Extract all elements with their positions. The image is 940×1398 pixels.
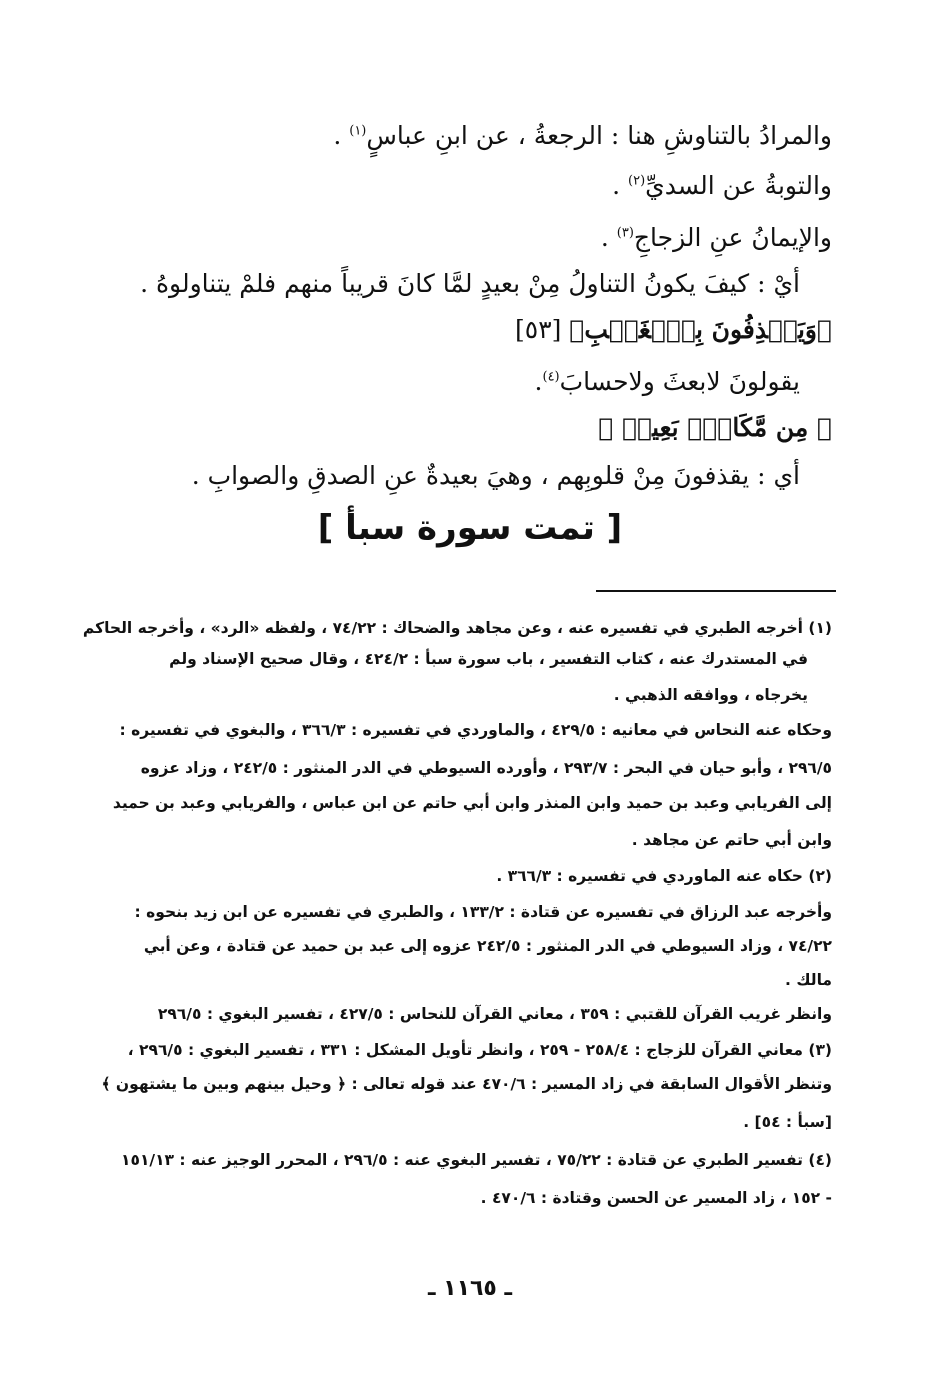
page-number: ـ ١١٦٥ ـ [427,1276,513,1301]
line2-text: والتوبةُ عن السديِّ [645,171,832,200]
footnote-line: في المستدرك عنه ، كتاب التفسير ، باب سورة سبأ : ٤٢٤/٢ ، وقال صحيح الإسناد ولم [169,650,808,668]
line1-text: والمرادُ بالتناوشِ هنا : الرجعةُ ، عن ابنِ عباسٍ [366,121,832,150]
main-text-line-8: أي : يقذفونَ مِنْ قلوبِهم ، وهيَ بعيدةٌ عنِ الصدقِ والصوابِ . [191,461,800,490]
line1-end: . [333,121,350,150]
footnote-line: وانظر غريب القرآن للقتبي : ٣٥٩ ، معاني القرآن للنحاس : ٤٢٧/٥ ، تفسير البغوي : ٢٩٦/٥ [157,1005,832,1023]
surah-closing-title: [ تمت سورة سبأ ] [317,508,623,548]
footnote-line: ٧٤/٢٢ ، وزاد السيوطي في الدر المنثور : ٢٤٢/٥ عزوه إلى عبد بن حميد عن قتادة ، وعن أبي [143,937,832,955]
footnote-ref-2: (٢) [628,173,646,189]
main-text-line-4: أيْ : كيفَ يكونُ التناولُ مِنْ بعيدٍ لمَّا كانَ قريباً منهم فلمْ يتناولوهُ . [140,269,800,298]
footnote-line: إلى الفريابي وعبد بن حميد وابن المنذر وابن أبي حاتم عن ابن عباس ، والفريابي وعبد بن حميد [112,794,832,812]
main-text-line-6 [120,362,800,402]
line3-end: . [600,223,617,252]
footnote-line: [سبأ : ٥٤] . [743,1113,832,1131]
footnote-line: وابن أبي حاتم عن مجاهد . [631,831,832,849]
line6-text: يقولونَ لابعثَ ولاحسابَ [559,367,800,396]
verse-number-53: [٥٣] [515,315,570,344]
line3-text: والإيمانُ عنِ الزجاجِ [633,223,832,252]
footnote-line: (٤) تفسير الطبري عن قتادة : ٧٥/٢٢ ، تفسير البغوي عنه : ٢٩٦/٥ ، المحرر الوجيز عنه : ١٥١/١٣ [121,1151,832,1169]
footnote-line: يخرجاه ، ووافقه الذهبي . [613,686,808,704]
footnote-separator [596,590,836,592]
line6-end: . [534,367,543,396]
footnote-line: مالك . [785,971,832,989]
footnote-line: - ١٥٢ ، زاد المسير عن الحسن وقتادة : ٤٧٠/٦ . [480,1189,832,1207]
main-text-line-1 [120,116,832,156]
footnote-ref-1: (١) [349,123,367,139]
line2-end: . [612,171,628,200]
main-text-line-2 [120,166,832,206]
footnote-line: ٢٩٦/٥ ، وأبو حيان في البحر : ٢٩٣/٧ ، وأورده السيوطي في الدر المنثور : ٢٤٢/٥ ، وزاد عزوه [140,759,832,777]
footnote-line: (٣) معاني القرآن للزجاج : ٢٥٨/٤ - ٢٥٩ ، وانظر تأويل المشكل : ٣٣١ ، تفسير البغوي : ٢٩٦/٥ ، [127,1041,832,1059]
footnote-line: (١) أخرجه الطبري في تفسيره عنه ، وعن مجاهد والضحاك : ٧٤/٢٢ ، ولفظه «الرد» ، وأخرجه الحاكم [82,619,832,637]
main-text-line-3 [120,218,832,258]
footnote-ref-4: (٤) [542,369,560,385]
footnote-line: وتنظر الأقوال السابقة في زاد المسير : ٤٧٠/٦ عند قوله تعالى : ﴿ وحيل بينهم وبين ما يشتهون ﴾ [101,1075,832,1093]
quran-verse-53: ﴿وَيَقۡذِفُونَ بِٱلۡغَيۡبِ﴾ [569,315,832,344]
main-text-line-7 [120,408,832,448]
footnote-ref-3: (٣) [616,225,634,241]
main-text-line-5 [120,310,832,350]
footnote-line: وحكاه عنه النحاس في معانيه : ٤٢٩/٥ ، والماوردي في تفسيره : ٣٦٦/٣ ، والبغوي في تفسيره : [119,721,832,739]
footnote-line: (٢) حكاه عنه الماوردي في تفسيره : ٣٦٦/٣ . [496,867,832,885]
quran-verse-fragment: ﴿ مِن مَّكَانِۭ بَعِيدٖ ﴾ [598,413,832,442]
footnote-line: وأخرجه عبد الرزاق في تفسيره عن قتادة : ١٣٣/٢ ، والطبري في تفسيره عن ابن زيد بنحوه : [134,903,832,921]
